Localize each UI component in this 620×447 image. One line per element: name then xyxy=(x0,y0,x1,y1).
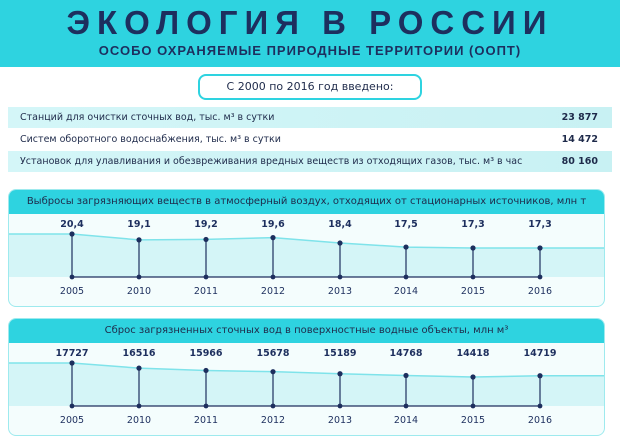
wastewater-data-point xyxy=(403,373,408,378)
wastewater-axis-tick xyxy=(471,404,476,409)
header-banner xyxy=(0,0,620,67)
page-subtitle: ОСОБО ОХРАНЯЕМЫЕ ПРИРОДНЫЕ ТЕРРИТОРИИ (ООПТ) xyxy=(98,43,522,58)
wastewater-value-label: 15966 xyxy=(189,348,223,359)
emissions-axis-tick xyxy=(538,275,543,280)
emissions-axis-tick xyxy=(204,275,209,280)
wastewater-value-label: 14719 xyxy=(523,348,557,359)
wastewater-data-point xyxy=(69,360,74,365)
emissions-value-label: 19,1 xyxy=(127,219,151,230)
emissions-axis-tick xyxy=(271,275,276,280)
emissions-year-label: 2010 xyxy=(126,286,152,297)
emissions-chart xyxy=(9,214,605,307)
stat-label: Установок для улавливания и обезвреживания вредных веществ из отходящих газов, тыс. м³ в час xyxy=(20,156,523,167)
stat-value: 14 472 xyxy=(561,134,598,145)
emissions-year-label: 2012 xyxy=(260,286,286,297)
wastewater-year-label: 2016 xyxy=(527,415,553,426)
wastewater-value-label: 14418 xyxy=(456,348,490,359)
stat-value: 23 877 xyxy=(561,112,598,123)
wastewater-year-label: 2015 xyxy=(460,415,486,426)
emissions-data-point xyxy=(470,245,475,250)
emissions-year-label: 2011 xyxy=(193,286,219,297)
wastewater-value-label: 14768 xyxy=(389,348,423,359)
wastewater-axis-tick xyxy=(538,404,543,409)
emissions-data-point xyxy=(203,237,208,242)
wastewater-axis-tick xyxy=(338,404,343,409)
emissions-data-point xyxy=(403,244,408,249)
emissions-axis-tick xyxy=(137,275,142,280)
wastewater-data-point xyxy=(270,369,275,374)
intro-label: С 2000 по 2016 год введено: xyxy=(198,74,422,100)
stat-row xyxy=(8,129,612,150)
page-title: ЭКОЛОГИЯ В РОССИИ xyxy=(66,4,554,41)
emissions-axis-tick xyxy=(338,275,343,280)
emissions-data-point xyxy=(270,235,275,240)
stat-row xyxy=(8,151,612,172)
wastewater-year-label: 2011 xyxy=(193,415,219,426)
stats-table xyxy=(8,107,612,173)
emissions-data-point xyxy=(69,231,74,236)
wastewater-year-label: 2012 xyxy=(260,415,286,426)
stat-label: Станций для очистки сточных вод, тыс. м³ в сутки xyxy=(20,112,275,123)
wastewater-year-label: 2005 xyxy=(59,415,85,426)
wastewater-chart xyxy=(9,343,605,436)
wastewater-data-point xyxy=(537,373,542,378)
wastewater-axis-tick xyxy=(404,404,409,409)
wastewater-axis-tick xyxy=(271,404,276,409)
emissions-value-label: 17,3 xyxy=(528,219,552,230)
wastewater-value-label: 15678 xyxy=(256,348,290,359)
emissions-data-point xyxy=(136,237,141,242)
emissions-chart-panel xyxy=(8,189,605,307)
wastewater-value-label: 17727 xyxy=(55,348,89,359)
wastewater-chart-panel xyxy=(8,318,605,436)
emissions-year-label: 2016 xyxy=(527,286,553,297)
wastewater-data-point xyxy=(203,368,208,373)
emissions-data-point xyxy=(537,245,542,250)
wastewater-area xyxy=(9,363,605,406)
emissions-value-label: 19,6 xyxy=(261,219,285,230)
emissions-value-label: 17,5 xyxy=(394,219,418,230)
wastewater-axis-tick xyxy=(70,404,75,409)
wastewater-value-label: 15189 xyxy=(323,348,357,359)
emissions-axis-tick xyxy=(70,275,75,280)
stat-row xyxy=(8,107,612,128)
wastewater-data-point xyxy=(136,366,141,371)
wastewater-data-point xyxy=(470,374,475,379)
wastewater-axis-tick xyxy=(204,404,209,409)
wastewater-data-point xyxy=(337,371,342,376)
emissions-chart-title: Выбросы загрязняющих веществ в атмосферный воздух, отходящих от стационарных источников, млн т xyxy=(9,190,604,214)
wastewater-year-label: 2010 xyxy=(126,415,152,426)
wastewater-value-label: 16516 xyxy=(122,348,156,359)
stat-value: 80 160 xyxy=(561,156,598,167)
emissions-axis-tick xyxy=(471,275,476,280)
stat-label: Систем оборотного водоснабжения, тыс. м³ в сутки xyxy=(20,134,281,145)
emissions-value-label: 18,4 xyxy=(328,219,352,230)
emissions-value-label: 19,2 xyxy=(194,219,218,230)
emissions-value-label: 17,3 xyxy=(461,219,485,230)
emissions-axis-tick xyxy=(404,275,409,280)
wastewater-chart-title: Сброс загрязненных сточных вод в поверхностные водные объекты, млн м³ xyxy=(9,319,604,343)
emissions-year-label: 2015 xyxy=(460,286,486,297)
emissions-year-label: 2005 xyxy=(59,286,85,297)
wastewater-year-label: 2013 xyxy=(327,415,353,426)
wastewater-year-label: 2014 xyxy=(393,415,419,426)
emissions-year-label: 2013 xyxy=(327,286,353,297)
emissions-data-point xyxy=(337,240,342,245)
emissions-value-label: 20,4 xyxy=(60,219,84,230)
wastewater-axis-tick xyxy=(137,404,142,409)
emissions-year-label: 2014 xyxy=(393,286,419,297)
